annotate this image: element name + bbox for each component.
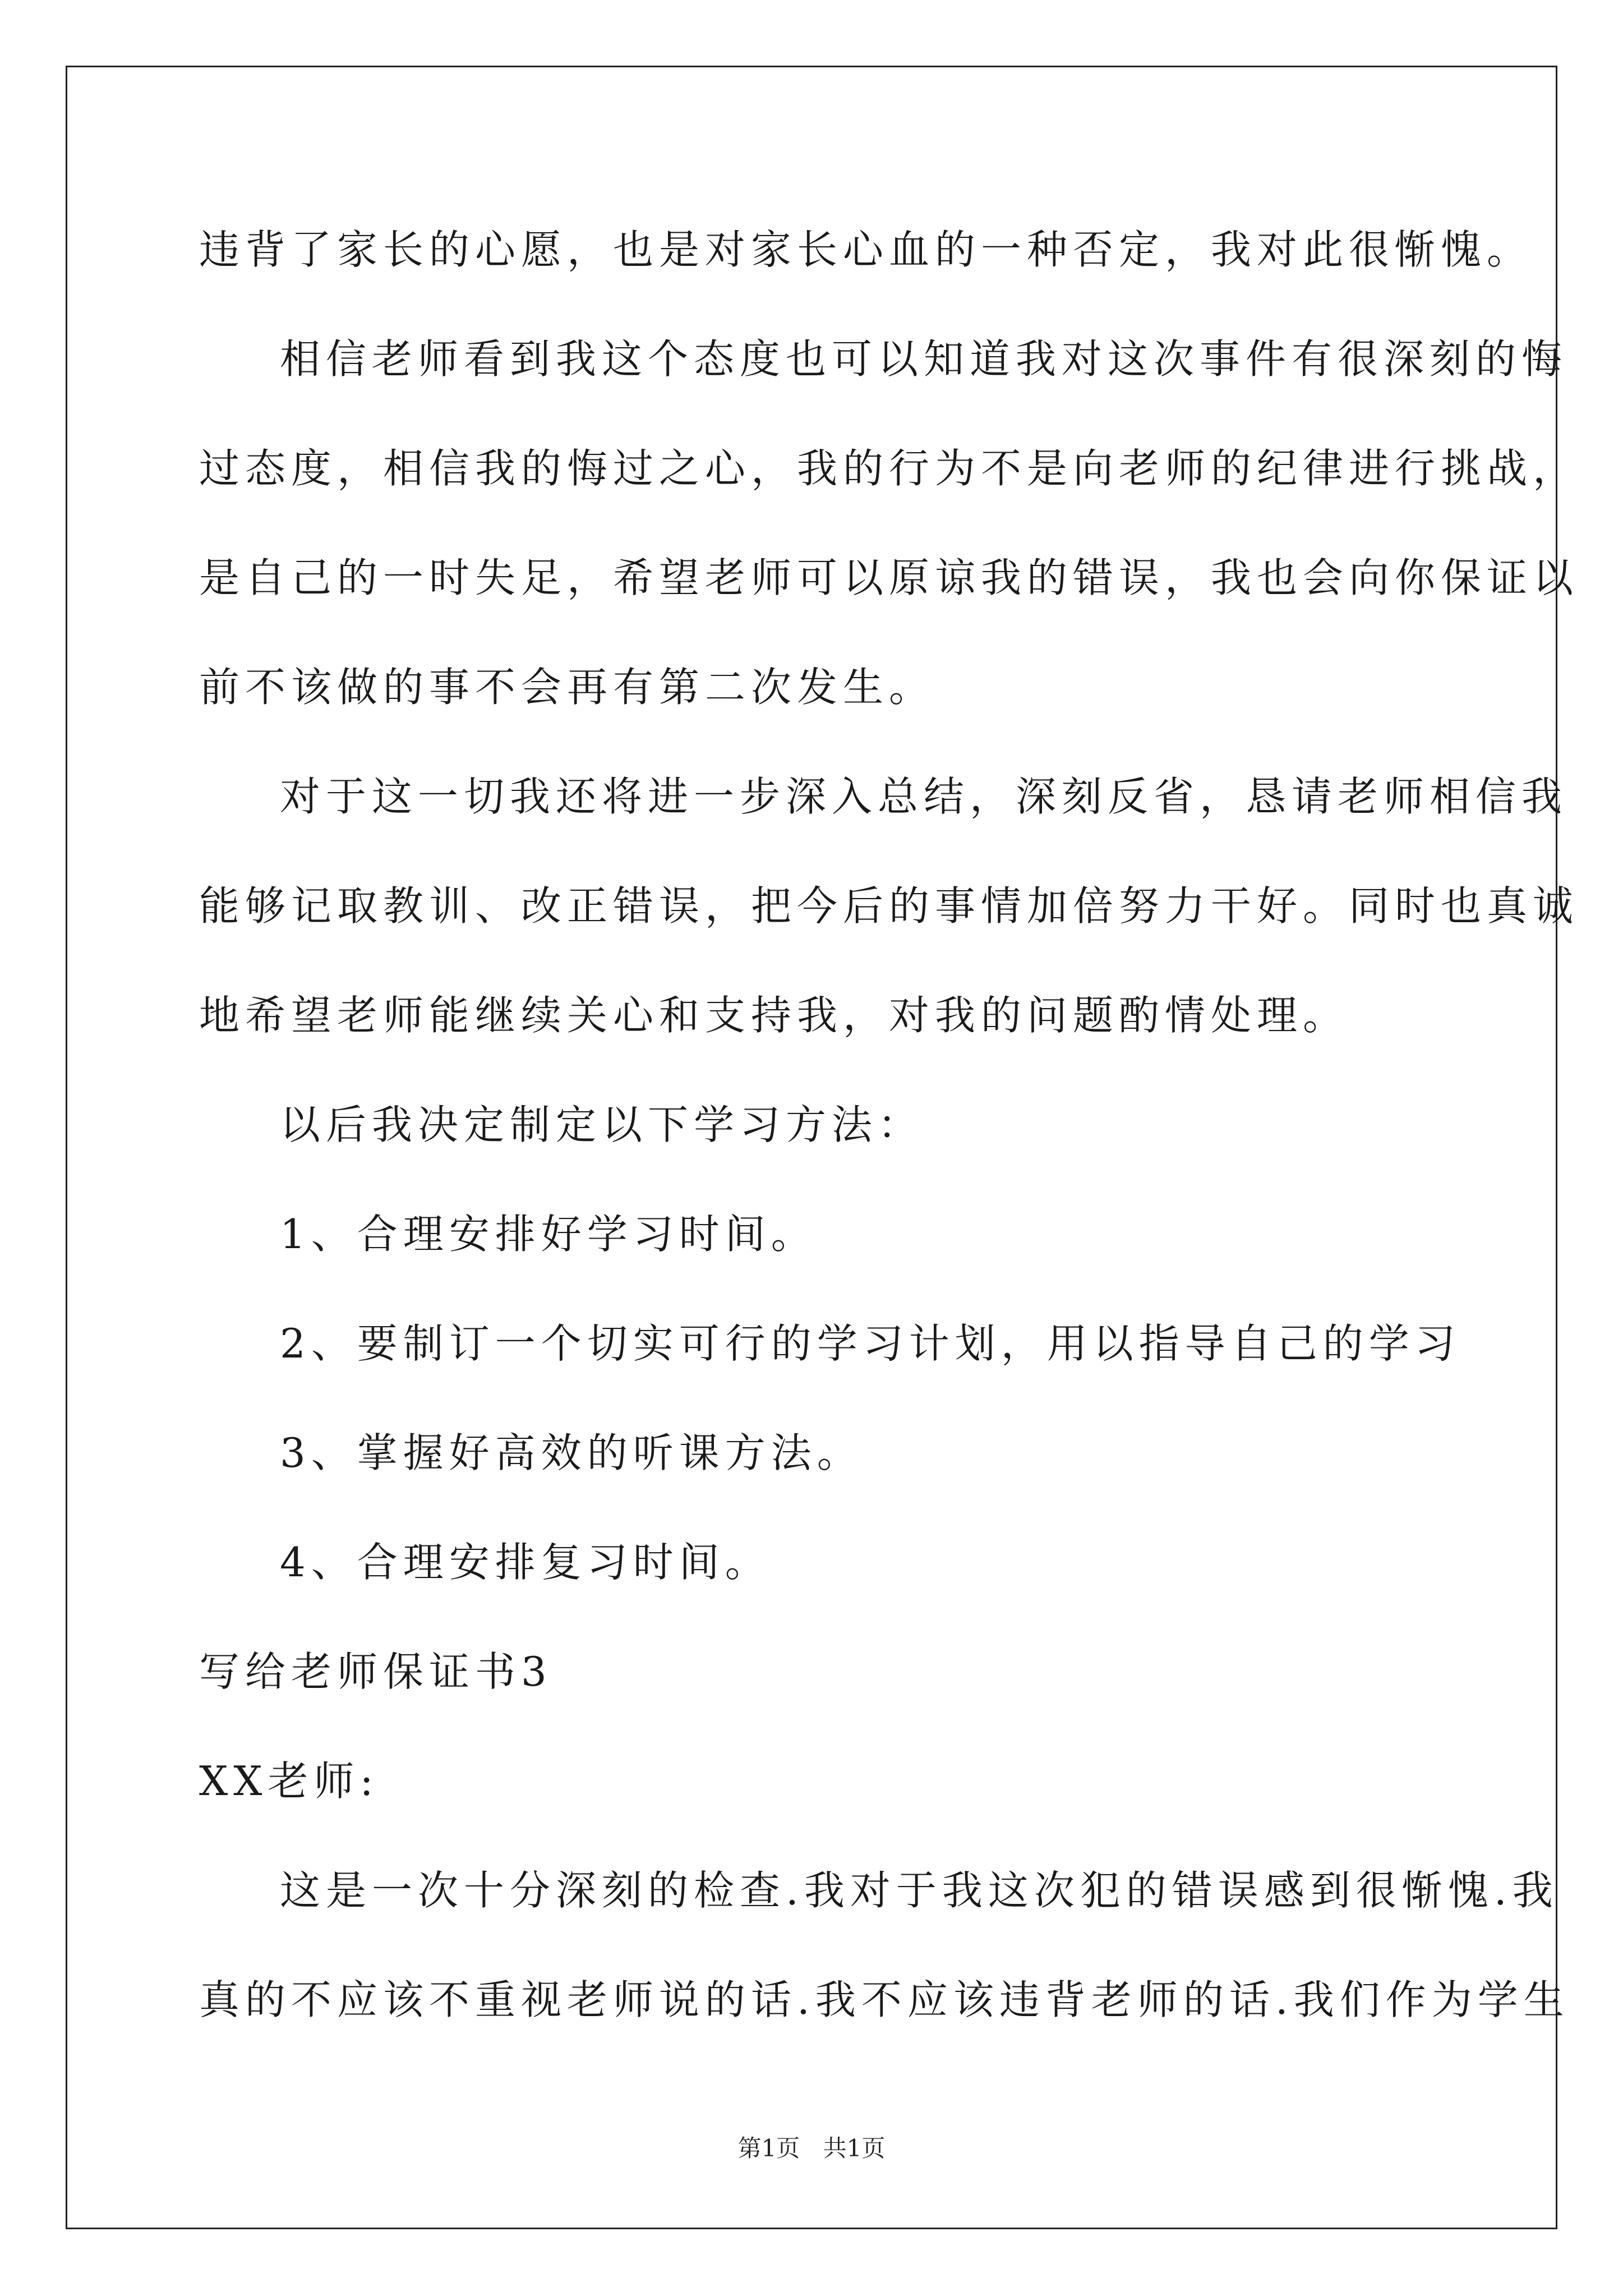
salutation: XX老师: (199, 1757, 379, 1805)
page-footer (0, 2132, 1623, 2165)
list-item: 3、掌握好高效的听课方法。 (280, 1429, 863, 1476)
list-item: 2、要制订一个切实可行的学习计划，用以指导自己的学习 (280, 1320, 1461, 1367)
page-number: 第1页 (737, 2134, 800, 2162)
text-line: 地希望老师能继续关心和支持我，对我的问题酌情处理。 (199, 992, 1349, 1039)
section-title: 写给老师保证书3 (199, 1648, 552, 1695)
text-line: 前不该做的事不会再有第二次发生。 (199, 664, 935, 711)
page-total: 共1页 (823, 2134, 886, 2162)
text-line: 违背了家长的心愿，也是对家长心血的一种否定，我对此很惭愧。 (199, 226, 1533, 273)
text-line: 能够记取教训、改正错误，把今后的事情加倍努力干好。同时也真诚 (199, 882, 1579, 930)
list-item: 1、合理安排好学习时间。 (280, 1211, 817, 1258)
text-line: 真的不应该不重视老师说的话.我不应该违背老师的话.我们作为学生 (199, 1976, 1570, 2023)
paragraph-start: 相信老师看到我这个态度也可以知道我对这次事件有很深刻的悔 (280, 335, 1568, 383)
list-item: 4、合理安排复习时间。 (280, 1539, 771, 1586)
text-line: 过态度，相信我的悔过之心，我的行为不是向老师的纪律进行挑战， (199, 445, 1579, 492)
paragraph-start: 对于这一切我还将进一步深入总结，深刻反省，恳请老师相信我 (280, 773, 1568, 820)
text-line: 是自己的一时失足，希望老师可以原谅我的错误，我也会向你保证以 (199, 554, 1579, 601)
paragraph-start: 这是一次十分深刻的检查.我对于我这次犯的错误感到很惭愧.我 (280, 1867, 1559, 1914)
paragraph-start: 以后我决定制定以下学习方法： (280, 1101, 924, 1148)
